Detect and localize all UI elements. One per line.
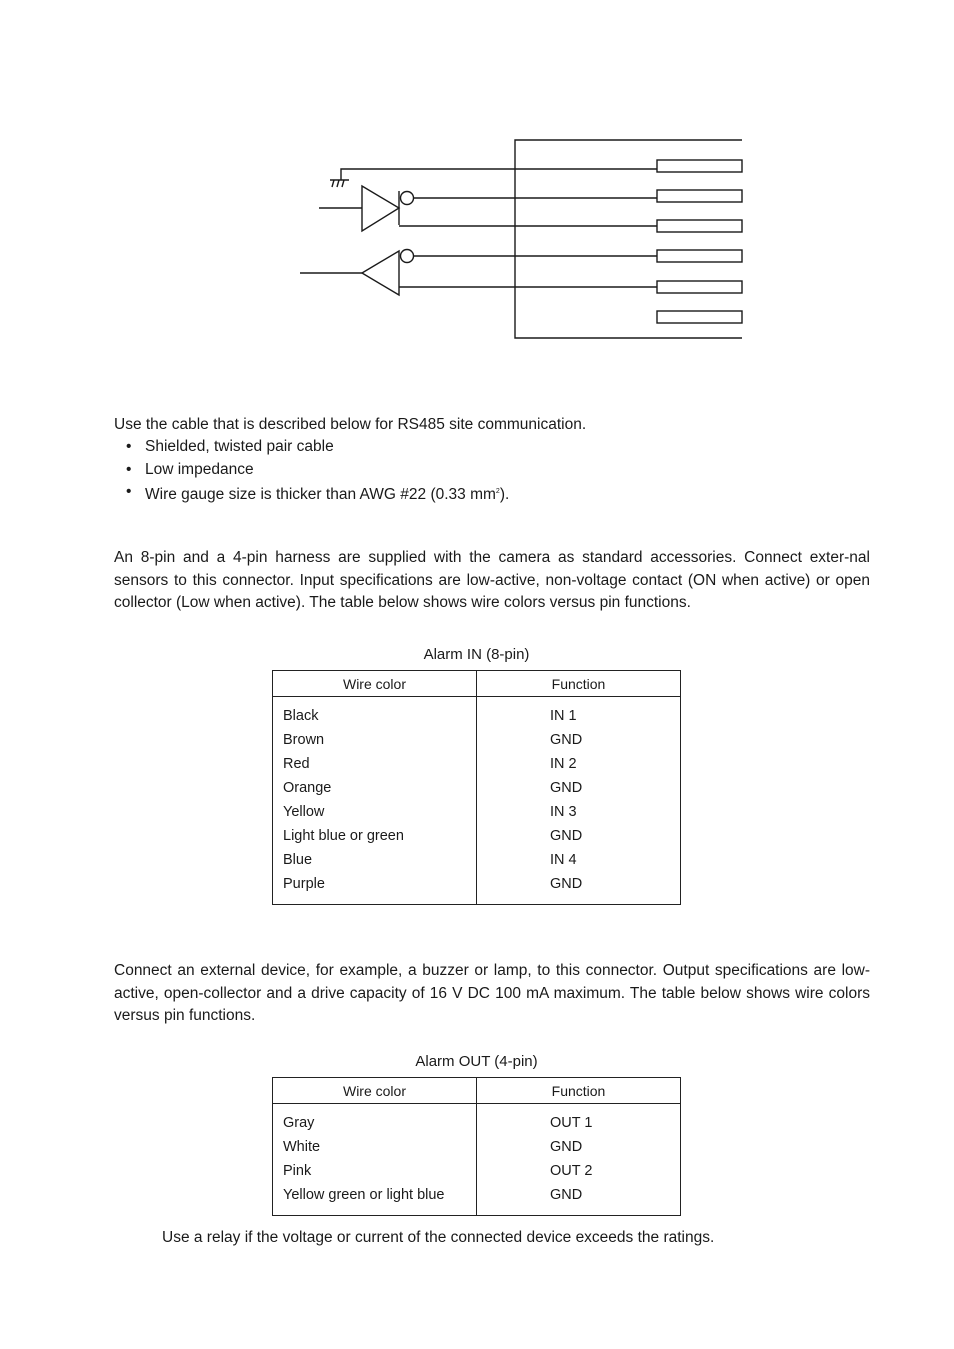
wire-color-cell: Yellow (273, 800, 477, 824)
table-row (273, 776, 681, 800)
function-cell: GND (477, 728, 681, 752)
function-cell: GND (477, 1135, 681, 1159)
column-header-wire-color: Wire color (273, 671, 477, 697)
table-row (273, 752, 681, 776)
terminal-6 (657, 311, 742, 323)
terminal-4 (657, 250, 742, 262)
wire-gauge-text: Wire gauge size is thicker than AWG #22 (0.33 mm (145, 486, 496, 503)
relay-note: Use a relay if the voltage or current of the connected device exceeds the ratings. (162, 1229, 715, 1246)
function-cell: GND (477, 824, 681, 848)
alarm-out-description: Connect an external device, for example, a buzzer or lamp, to this connector. Output specifications are low-active, open-collector and a drive capacity of 16 V DC 100 mA maximum. The table below shows wire colors versus pin functions. (114, 962, 870, 1024)
table-row (273, 697, 681, 729)
ground-symbol-icon (330, 180, 349, 187)
table-row (273, 848, 681, 872)
function-cell: IN 3 (477, 800, 681, 824)
wire-color-cell: Yellow green or light blue (273, 1183, 477, 1216)
table-row (273, 800, 681, 824)
wire-color-cell: Blue (273, 848, 477, 872)
function-cell: OUT 2 (477, 1159, 681, 1183)
wire-color-cell: White (273, 1135, 477, 1159)
receiver-buffer-icon (362, 251, 399, 295)
function-cell: IN 1 (477, 697, 681, 729)
wire-gauge-superscript: 2 (495, 488, 500, 495)
wire-color-cell: Orange (273, 776, 477, 800)
wire-color-cell: Light blue or green (273, 824, 477, 848)
table-row (273, 1183, 681, 1216)
wire-color-cell: Gray (273, 1104, 477, 1136)
terminal-5 (657, 281, 742, 293)
wire-color-cell: Pink (273, 1159, 477, 1183)
wire-color-cell: Brown (273, 728, 477, 752)
ground-wire (341, 169, 657, 180)
terminal-3 (657, 220, 742, 232)
terminal-2 (657, 190, 742, 202)
alarm-in-table (272, 670, 681, 905)
wire-color-cell: Red (273, 752, 477, 776)
table-header-row (273, 671, 681, 697)
function-cell: GND (477, 872, 681, 905)
function-cell: OUT 1 (477, 1104, 681, 1136)
alarm-out-table (272, 1077, 681, 1216)
table-row (273, 728, 681, 752)
table-row (273, 1135, 681, 1159)
alarm-in-description: An 8-pin and a 4-pin harness are supplied with the camera as standard accessories. Connect exter-nal sensors to this connector. Input specifications are low-active, non-voltage contact (ON when active) or open collector (Low when active). The table below shows wire colors versus pin functions. (114, 549, 870, 611)
alarm-in-table-body (273, 697, 681, 905)
rs485-intro: Use the cable that is described below for RS485 site communication. (114, 416, 587, 433)
column-header-function: Function (477, 671, 681, 697)
alarm-in-table-caption: Alarm IN (8-pin) (423, 646, 530, 663)
table-row (273, 872, 681, 905)
function-cell: IN 2 (477, 752, 681, 776)
alarm-out-table-body (273, 1104, 681, 1216)
column-header-function: Function (477, 1078, 681, 1104)
receiver-inverting-bubble-icon (401, 250, 414, 263)
driver-inverting-bubble-icon (401, 192, 414, 205)
table-header-row (273, 1078, 681, 1104)
rs485-cable-requirements (126, 436, 509, 507)
wire-color-cell: Black (273, 697, 477, 729)
bullet-impedance: • Low impedance (126, 459, 509, 482)
table-row (273, 824, 681, 848)
bullet-shielded: • Shielded, twisted pair cable (126, 436, 509, 459)
function-cell: IN 4 (477, 848, 681, 872)
function-cell: GND (477, 1183, 681, 1216)
driver-buffer-icon (362, 186, 399, 231)
alarm-out-table-caption: Alarm OUT (4-pin) (415, 1053, 538, 1070)
terminal-1 (657, 160, 742, 172)
wire-color-cell: Purple (273, 872, 477, 905)
wire-gauge-text-end: ). (499, 486, 510, 503)
function-cell: GND (477, 776, 681, 800)
table-row (273, 1104, 681, 1136)
column-header-wire-color: Wire color (273, 1078, 477, 1104)
rs485-circuit-diagram (290, 130, 760, 355)
bullet-wire-gauge (126, 481, 509, 507)
table-row (273, 1159, 681, 1183)
